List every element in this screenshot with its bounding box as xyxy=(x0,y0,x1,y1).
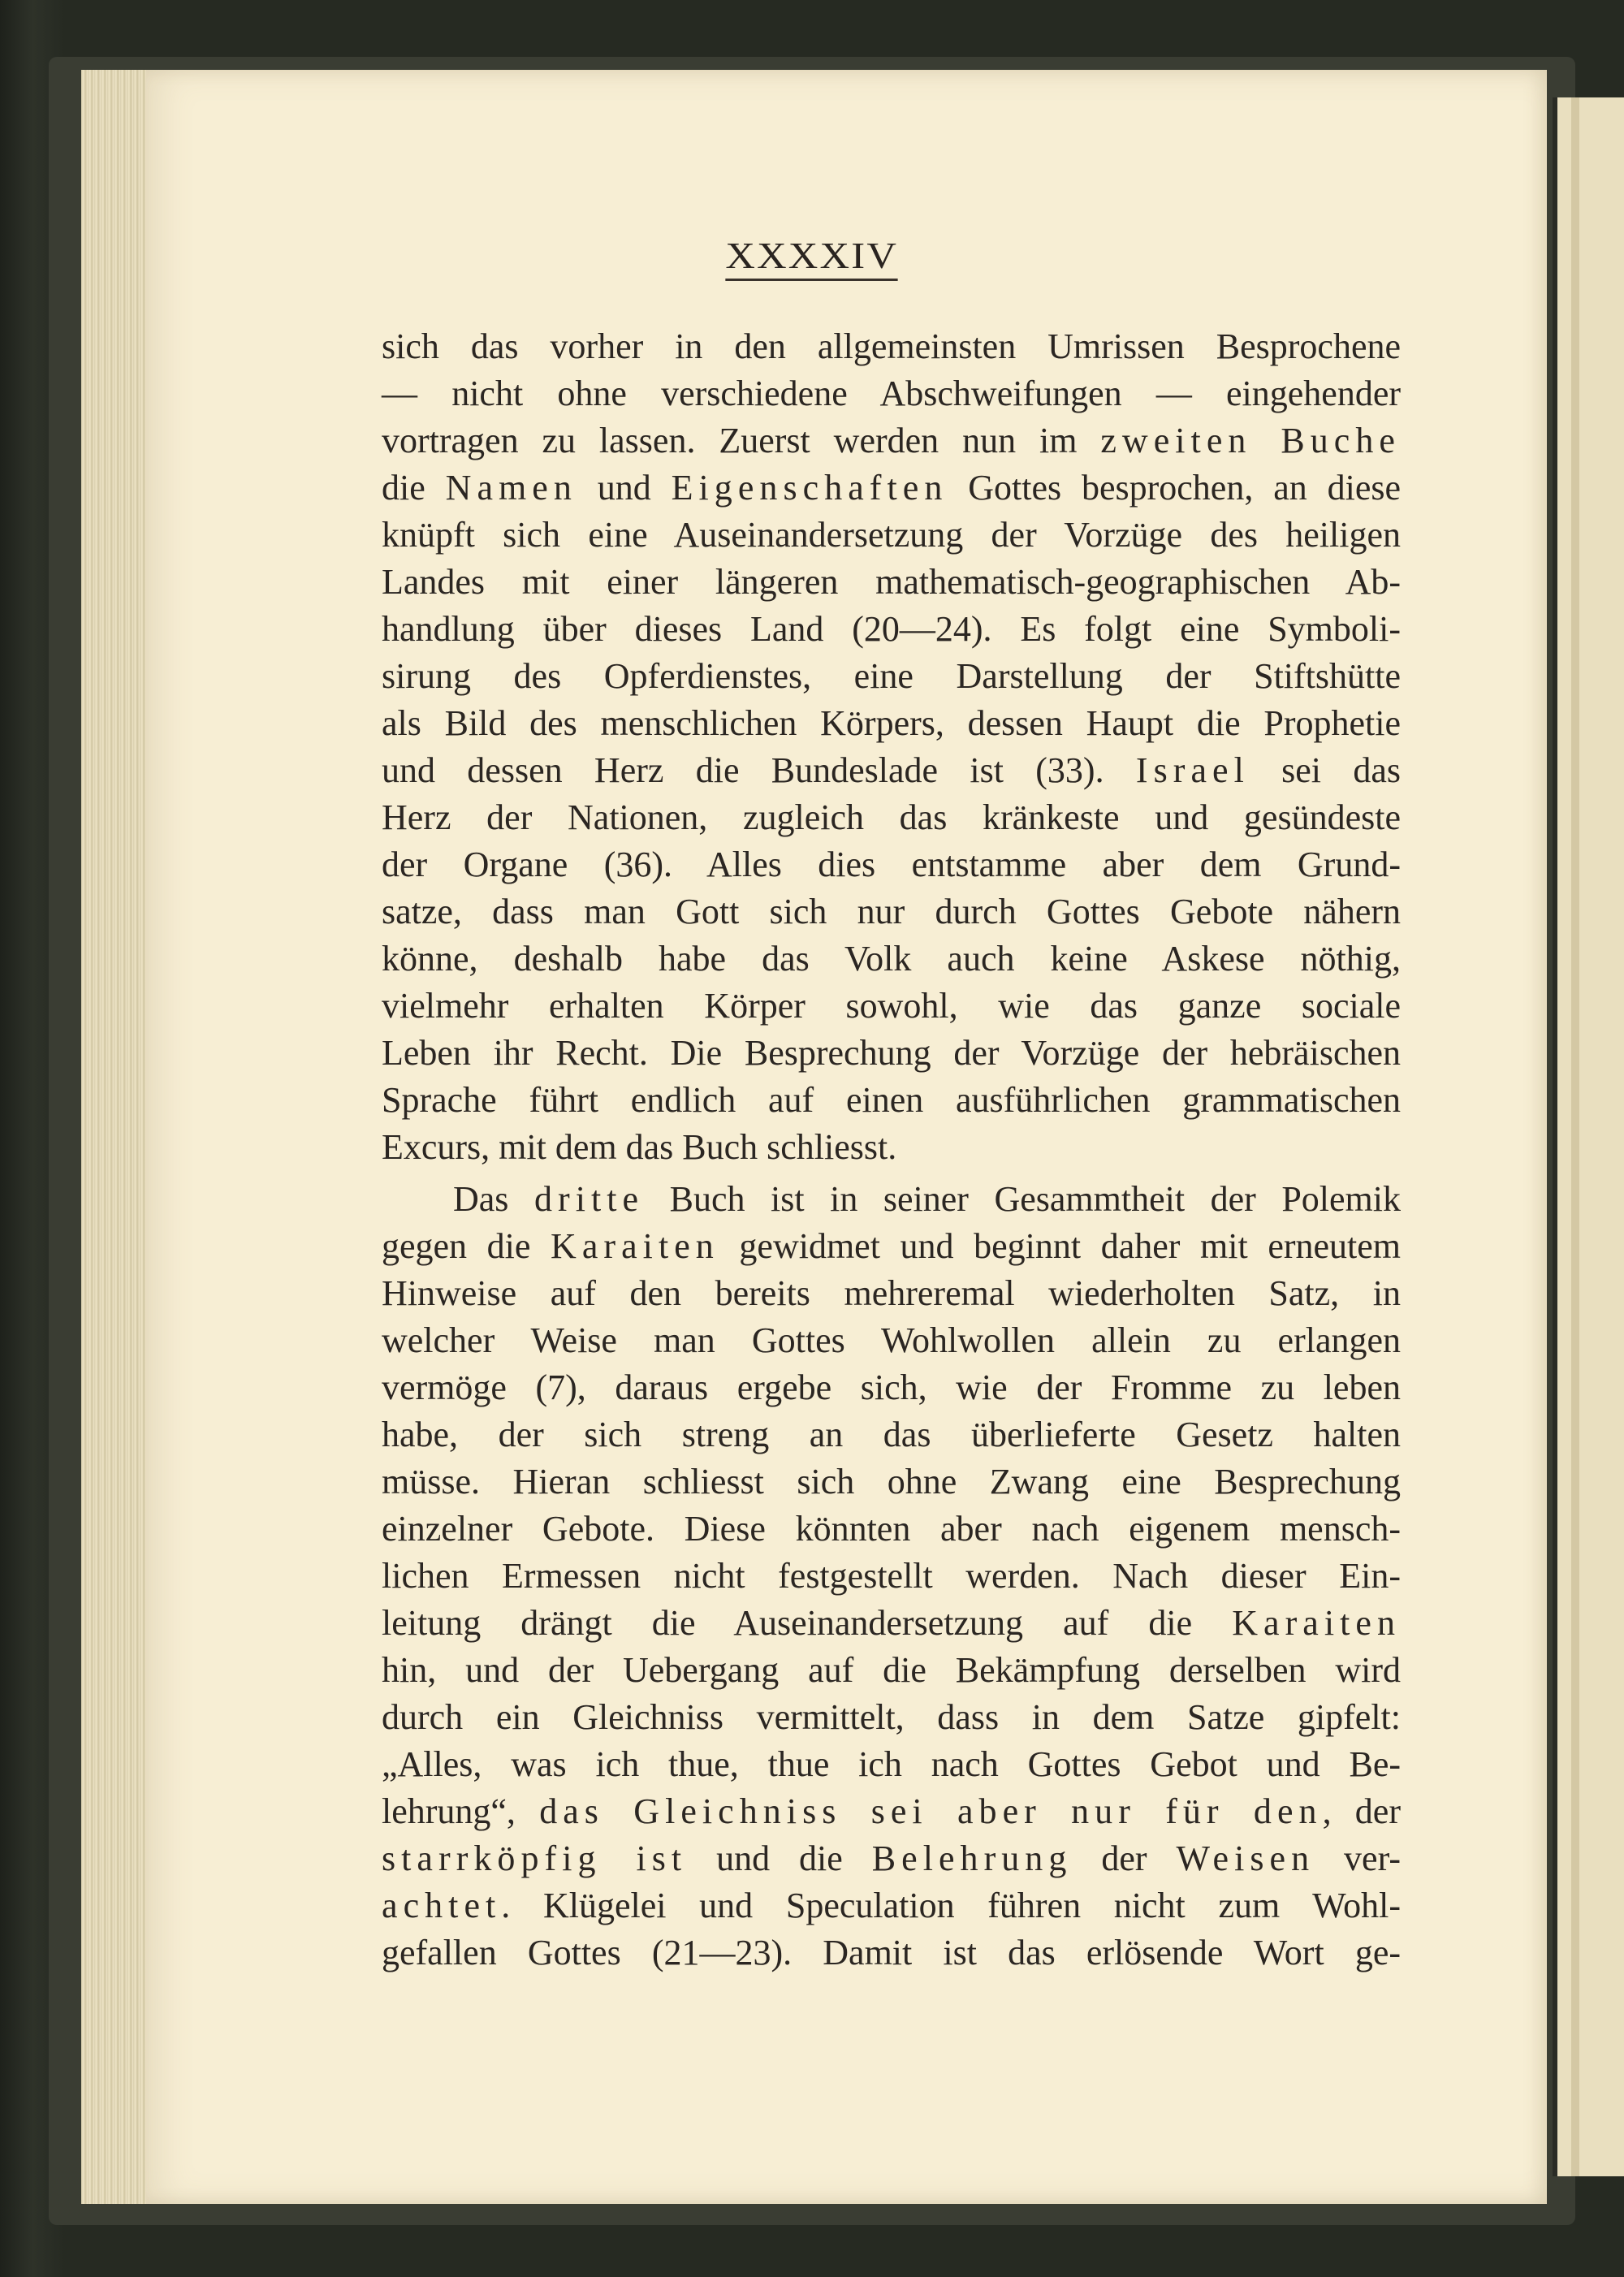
text-segment: und xyxy=(577,468,672,508)
text-segment: — nicht ohne verschiedene Abschweifungen — eingehender xyxy=(382,374,1401,413)
text-line xyxy=(382,606,1401,653)
text-segment: knüpft sich eine Auseinandersetzung der Vorzüge des heiligen xyxy=(382,515,1401,555)
text-line xyxy=(382,1077,1401,1124)
text-line xyxy=(382,794,1401,841)
emphasized-text: zweiten Buche xyxy=(1100,421,1401,460)
text-line xyxy=(382,323,1401,370)
text-line xyxy=(382,1270,1401,1317)
text-line xyxy=(382,417,1401,464)
text-line xyxy=(382,1458,1401,1506)
text-segment: leitung drängt die Auseinandersetzung auf die xyxy=(382,1603,1233,1643)
facing-page-edge xyxy=(1553,97,1624,2176)
text-segment: Sprache führt endlich auf einen ausführlichen grammatischen xyxy=(382,1080,1401,1120)
text-segment: Leben ihr Recht. Die Besprechung der Vorzüge der hebräischen xyxy=(382,1033,1401,1073)
text-line xyxy=(382,1411,1401,1458)
body-text xyxy=(382,323,1401,1977)
text-line xyxy=(382,512,1401,559)
text-line xyxy=(382,841,1401,888)
facing-page-shadow xyxy=(1571,97,1579,2176)
text-segment: lichen Ermessen nicht festgestellt werden. Nach dieser Ein- xyxy=(382,1556,1401,1596)
emphasized-text: Belehrung xyxy=(871,1838,1073,1878)
text-segment: gewidmet und beginnt daher mit erneutem xyxy=(719,1226,1402,1266)
text-line xyxy=(382,1694,1401,1741)
text-segment: gefallen Gottes (21—23). Damit ist das erlösende Wort ge- xyxy=(382,1933,1401,1972)
text-line xyxy=(382,1600,1401,1647)
text-line xyxy=(382,464,1401,512)
text-segment: Hinweise auf den bereits mehreremal wiederholten Satz, in xyxy=(382,1273,1401,1313)
text-line xyxy=(382,1835,1401,1882)
text-segment: , der xyxy=(1322,1791,1401,1831)
text-line xyxy=(382,1124,1401,1171)
emphasized-text: dritte xyxy=(533,1179,645,1219)
text-line xyxy=(382,1553,1401,1600)
text-segment: hin, und der Uebergang auf die Bekämpfung derselben wird xyxy=(382,1650,1401,1690)
paragraph xyxy=(382,1176,1401,1977)
text-segment: vermöge (7), daraus ergebe sich, wie der Fromme zu leben xyxy=(382,1367,1401,1407)
emphasized-text: Karaiten xyxy=(551,1226,719,1266)
text-line xyxy=(382,700,1401,747)
text-segment: gegen die xyxy=(382,1226,551,1266)
text-line xyxy=(382,1506,1401,1553)
text-segment: die xyxy=(382,468,446,508)
page-number: XXXXIV xyxy=(726,234,899,281)
text-line xyxy=(382,559,1401,606)
text-line xyxy=(382,1223,1401,1270)
emphasized-text: Karaiten xyxy=(1232,1603,1401,1643)
text-segment: vielmehr erhalten Körper sowohl, wie das ganze sociale xyxy=(382,986,1401,1026)
text-segment: und die xyxy=(687,1838,872,1878)
text-segment: habe, der sich streng an das überlieferte Gesetz halten xyxy=(382,1415,1401,1454)
text-segment: Buch ist in seiner Gesammtheit der Polemik xyxy=(644,1179,1401,1219)
emphasized-text: Eigenschaften xyxy=(671,468,948,508)
text-segment: sich das vorher in den allgemeinsten Umrissen Besprochene xyxy=(382,326,1401,366)
text-segment: Excurs, mit dem das Buch schliesst. xyxy=(382,1127,897,1167)
text-segment: Landes mit einer längeren mathematisch-geographischen Ab- xyxy=(382,562,1401,602)
text-segment: durch ein Gleichniss vermittelt, dass in dem Satze gipfelt: xyxy=(382,1697,1401,1737)
text-line xyxy=(382,653,1401,700)
text-line xyxy=(382,1741,1401,1788)
text-segment: „Alles, was ich thue, thue ich nach Gottes Gebot und Be- xyxy=(382,1744,1401,1784)
text-line xyxy=(382,1788,1401,1835)
emphasized-text: achtet xyxy=(382,1886,502,1925)
emphasized-text: Israel xyxy=(1135,750,1250,790)
text-segment: müsse. Hieran schliesst sich ohne Zwang eine Besprechung xyxy=(382,1462,1401,1501)
text-line xyxy=(382,1030,1401,1077)
text-segment: der Organe (36). Alles dies entstamme aber dem Grund- xyxy=(382,845,1401,884)
text-line xyxy=(382,1929,1401,1977)
text-line xyxy=(382,747,1401,794)
text-segment: sei das xyxy=(1249,750,1401,790)
text-segment: . Klügelei und Speculation führen nicht zum Wohl- xyxy=(501,1886,1401,1925)
emphasized-text: starrköpfig ist xyxy=(382,1838,688,1878)
text-segment: ver- xyxy=(1315,1838,1401,1878)
text-segment: satze, dass man Gott sich nur durch Gottes Gebote nähern xyxy=(382,892,1401,931)
text-line xyxy=(382,1317,1401,1364)
running-header xyxy=(0,234,1624,281)
emphasized-text: das Gleichniss sei aber nur für den xyxy=(539,1791,1323,1831)
text-segment: Gottes besprochen, an diese xyxy=(948,468,1401,508)
emphasized-text: Namen xyxy=(445,468,577,508)
text-segment: und dessen Herz die Bundeslade ist (33). xyxy=(382,750,1136,790)
text-segment: vortragen zu lassen. Zuerst werden nun im xyxy=(382,421,1101,460)
text-line xyxy=(382,983,1401,1030)
text-line xyxy=(382,935,1401,983)
text-segment: einzelner Gebote. Diese könnten aber nach eigenem mensch- xyxy=(382,1509,1401,1549)
text-line xyxy=(382,370,1401,417)
text-line xyxy=(382,1176,1401,1223)
text-line xyxy=(382,1647,1401,1694)
text-segment: Herz der Nationen, zugleich das kränkeste und gesündeste xyxy=(382,797,1401,837)
text-segment: der xyxy=(1072,1838,1177,1878)
text-segment: könne, deshalb habe das Volk auch keine Askese nöthig, xyxy=(382,939,1401,979)
text-segment: als Bild des menschlichen Körpers, dessen Haupt die Prophetie xyxy=(382,703,1401,743)
text-line xyxy=(382,1882,1401,1929)
text-segment: handlung über dieses Land (20—24). Es folgt eine Symboli- xyxy=(382,609,1401,649)
text-line xyxy=(382,888,1401,935)
text-segment: sirung des Opferdienstes, eine Darstellung der Stiftshütte xyxy=(382,656,1401,696)
text-segment: welcher Weise man Gottes Wohlwollen allein zu erlangen xyxy=(382,1320,1401,1360)
page-stack-edge xyxy=(81,70,154,2204)
text-line xyxy=(382,1364,1401,1411)
text-segment: Das xyxy=(453,1179,534,1219)
paragraph xyxy=(382,323,1401,1171)
text-segment: lehrung“, xyxy=(382,1791,540,1831)
emphasized-text: Weisen xyxy=(1176,1838,1315,1878)
